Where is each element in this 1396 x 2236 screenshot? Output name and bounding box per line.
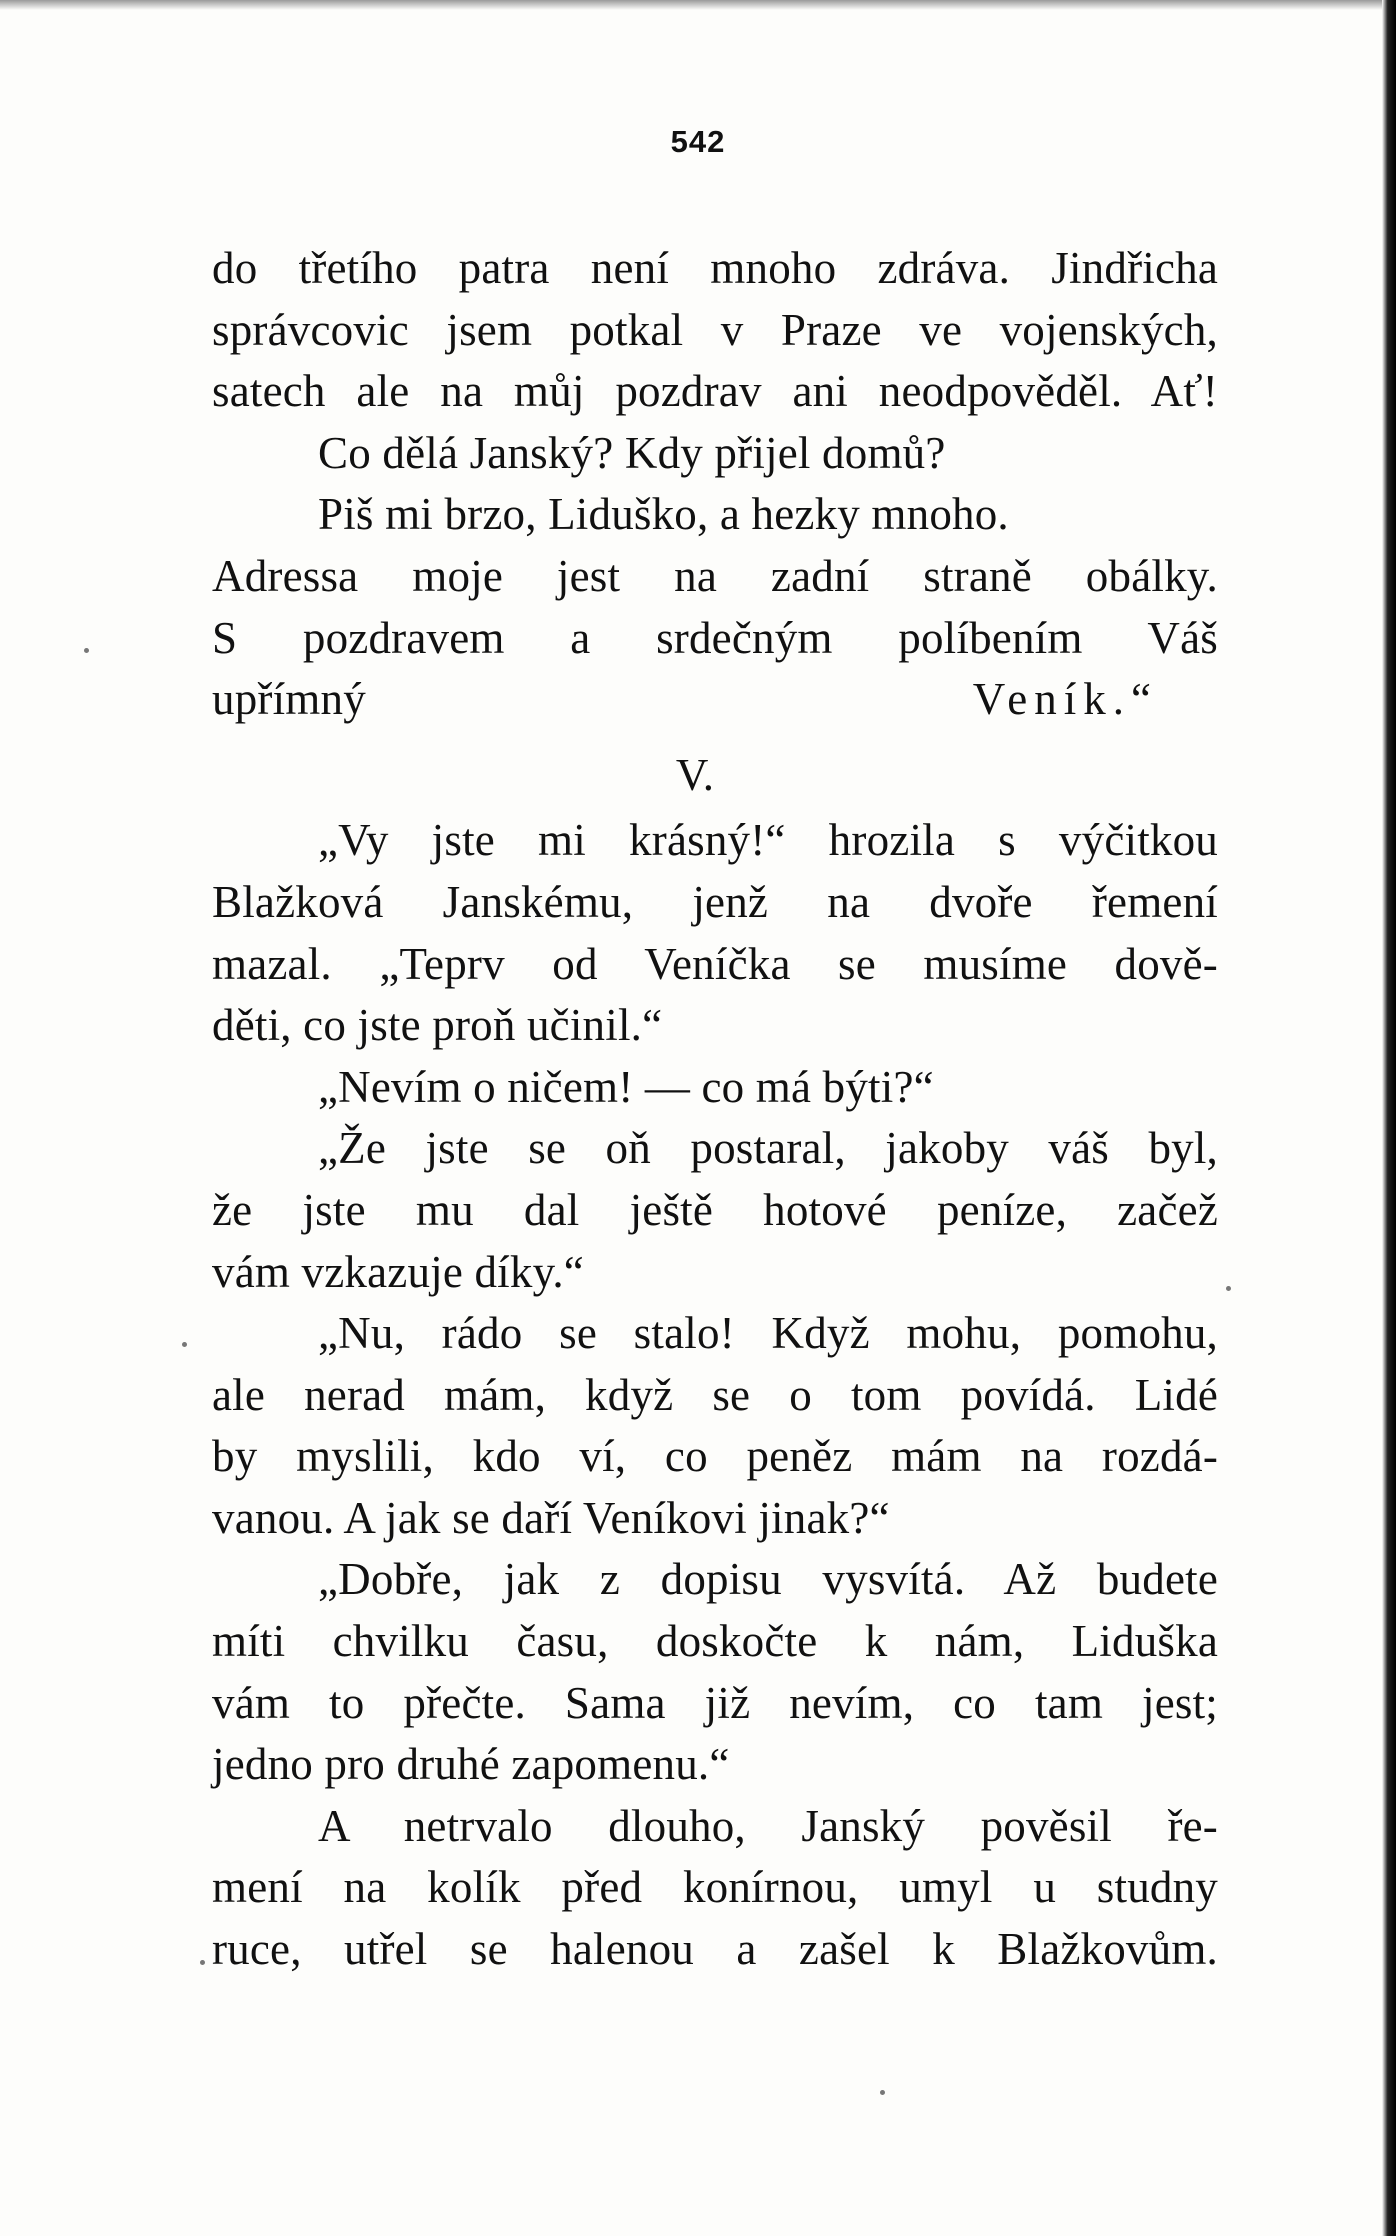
paper-speck xyxy=(1226,1286,1231,1291)
text-line: „Nu, rádo se stalo! Když mohu, pomohu, xyxy=(318,1308,1218,1359)
paper-speck xyxy=(880,2090,885,2095)
text-line: „Nevím o ničem! — co má býti?“ xyxy=(318,1061,934,1112)
text-line: jedno pro druhé zapomenu.“ xyxy=(212,1739,730,1790)
text-line: mení na kolík před konírnou, umyl u studny xyxy=(212,1862,1218,1913)
text-line: A netrvalo dlouho, Janský pověsil ře- xyxy=(318,1800,1218,1851)
text-line: do třetího patra není mnoho zdráva. Jindřicha xyxy=(212,243,1218,293)
text-line: satech ale na můj pozdrav ani neodpověděl. Ať! xyxy=(212,366,1218,417)
body-text xyxy=(212,238,1218,1981)
closing-word: upřímný xyxy=(212,674,366,725)
letter-signature-line xyxy=(212,669,1218,731)
paper-speck xyxy=(200,1960,205,1965)
text-line: by myslili, kdo ví, co peněz mám na rozdá- xyxy=(212,1431,1218,1482)
text-line: vám to přečte. Sama již nevím, co tam jest; xyxy=(212,1677,1218,1728)
text-line: mazal. „Teprv od Veníčka se musíme dově- xyxy=(212,938,1218,989)
page-number: 542 xyxy=(670,124,726,159)
text-line: děti, co jste proň učinil.“ xyxy=(212,1000,663,1051)
text-line: ruce, utřel se halenou a zašel k Blažkovům. xyxy=(212,1924,1218,1975)
text-line: vám vzkazuje díky.“ xyxy=(212,1246,584,1297)
page-top-edge-shadow xyxy=(0,0,1396,10)
text-line: „Dobře, jak z dopisu vysvítá. Až budete xyxy=(318,1554,1218,1605)
paper-speck xyxy=(182,1342,187,1347)
text-line: míti chvilku času, doskočte k nám, Liduška xyxy=(212,1616,1218,1667)
text-line: S pozdravem a srdečným políbením Váš xyxy=(212,612,1218,663)
text-line: správcovic jsem potkal v Praze ve vojenských, xyxy=(212,304,1218,355)
paper-speck xyxy=(84,648,89,653)
text-line: Blažková Janskému, jenž na dvoře řemení xyxy=(212,876,1218,927)
text-line: ale nerad mám, když se o tom povídá. Lidé xyxy=(212,1369,1218,1420)
text-line: „Vy jste mi krásný!“ hrozila s výčitkou xyxy=(318,815,1218,866)
text-line: Co dělá Janský? Kdy přijel domů? xyxy=(318,427,946,478)
text-line: Piš mi brzo, Liduško, a hezky mnoho. xyxy=(318,489,1009,540)
chapter-heading: V. xyxy=(675,749,715,800)
text-line: „Že jste se oň postaral, jakoby váš byl, xyxy=(318,1123,1218,1174)
signature-name: Veník.“ xyxy=(972,674,1158,725)
text-line: že jste mu dal ještě hotové peníze, začež xyxy=(212,1184,1218,1235)
page-right-edge-shadow xyxy=(1382,0,1396,2236)
text-line: vanou. A jak se daří Veníkovi jinak?“ xyxy=(212,1492,890,1543)
text-line: Adressa moje jest na zadní straně obálky. xyxy=(212,550,1218,601)
